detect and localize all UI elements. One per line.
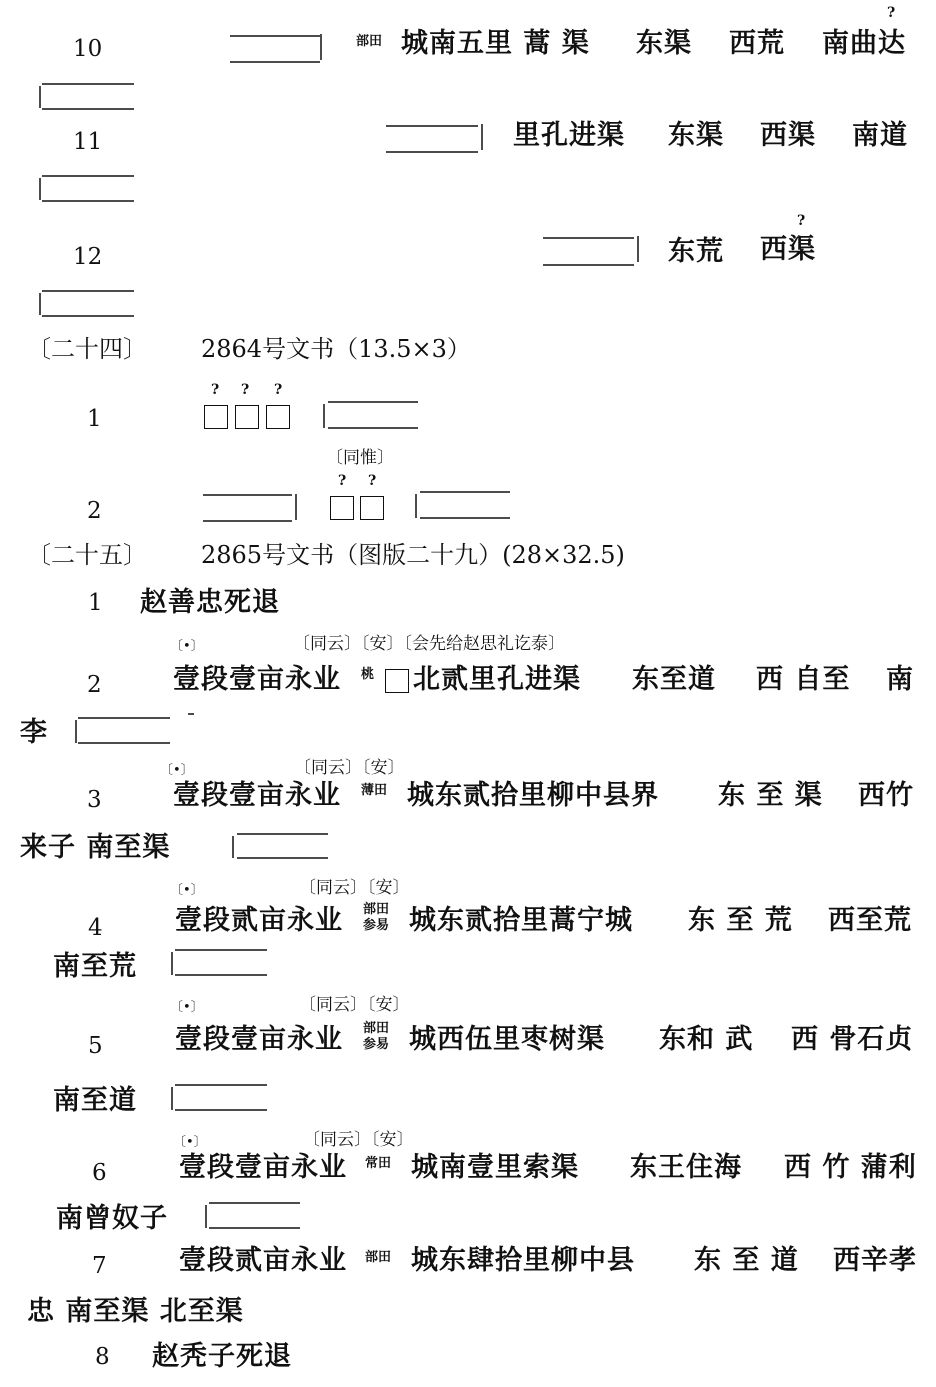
line-location: 城南壹里索渠 xyxy=(411,1152,579,1183)
missing-char-box xyxy=(360,496,384,520)
line-east: 东王住海 xyxy=(630,1152,742,1183)
line-west: 西至荒 xyxy=(828,905,912,936)
line-continuation: 李 xyxy=(20,717,48,748)
annotation: 〔同云〕〔安〕 xyxy=(294,758,405,778)
missing-char-box xyxy=(385,669,409,693)
missing-char-box xyxy=(266,405,290,429)
line-10-west: 西荒 xyxy=(729,28,785,59)
annotation: 〔同云〕〔安〕 xyxy=(299,878,410,898)
line-east: 东和 武 xyxy=(659,1024,754,1055)
line-text: 壹段壹亩永业 xyxy=(179,1152,347,1183)
line-east: 东 至 渠 xyxy=(718,780,823,811)
line-west: 西辛孝 xyxy=(833,1245,917,1276)
line-south: 南 xyxy=(886,664,914,695)
line-east: 东至道 xyxy=(632,664,716,695)
line-number: 2 xyxy=(87,672,102,698)
section-25-title: 2865号文书（图版二十九）(28×32.5) xyxy=(201,541,625,569)
annotation: 〔•〕 xyxy=(170,883,204,898)
missing-char-box xyxy=(204,405,228,429)
field-type-prefix: 常田 xyxy=(365,1156,392,1171)
line-number: 7 xyxy=(92,1253,107,1279)
line-number: 1 xyxy=(87,406,102,432)
uncertain-mark: ? xyxy=(368,473,377,489)
annotation: 〔同云〕〔安〕 xyxy=(299,995,410,1015)
uncertain-mark: ? xyxy=(241,382,250,398)
line-location: 城西伍里枣树渠 xyxy=(409,1024,605,1055)
annotation: 〔•〕 xyxy=(170,1000,204,1015)
line-12-east: 东荒 xyxy=(668,236,724,267)
uncertain-mark: ? xyxy=(274,382,283,398)
section-25-heading: 〔二十五〕 xyxy=(27,541,147,569)
line-number: 6 xyxy=(92,1160,107,1186)
line-text: 壹段贰亩永业 xyxy=(175,905,343,936)
field-type-prefix: 部田 xyxy=(363,1021,390,1036)
line-10-location: 城南五里 蒿 渠 xyxy=(401,28,590,59)
line-number: 4 xyxy=(88,915,103,941)
line-11-location: 里孔进渠 xyxy=(513,120,625,151)
line-12-west: 西渠 xyxy=(760,234,816,265)
field-type-prefix: 参易 xyxy=(363,1037,390,1052)
line-continuation: 南至道 xyxy=(53,1085,137,1116)
field-type-prefix: 部田 xyxy=(363,902,390,917)
uncertain-mark: ? xyxy=(211,382,220,398)
line-west: 西 骨石贞 xyxy=(791,1024,914,1055)
line-location: 城东贰拾里蒿宁城 xyxy=(409,905,633,936)
field-type-prefix: 薄田 xyxy=(361,783,388,798)
annotation: 〔同云〕〔安〕〔会先给赵思礼讫泰〕 xyxy=(293,634,565,654)
uncertain-mark: ? xyxy=(797,213,806,229)
field-type-prefix: 部田 xyxy=(356,34,383,49)
line-11-east: 东渠 xyxy=(668,120,724,151)
line-location: 北贰里孔进渠 xyxy=(413,664,581,695)
line-number: 1 xyxy=(88,590,103,616)
line-east: 东 至 荒 xyxy=(688,905,793,936)
line-text: 赵秃子死退 xyxy=(152,1341,292,1372)
line-text: 壹段贰亩永业 xyxy=(179,1245,347,1276)
line-west: 西 自至 xyxy=(756,664,851,695)
section-24-title: 2864号文书（13.5×3） xyxy=(201,335,471,363)
line-continuation: 忠 南至渠 北至渠 xyxy=(27,1296,244,1327)
line-10-east: 东渠 xyxy=(636,28,692,59)
line-west: 西竹 xyxy=(858,780,914,811)
line-text: 壹段壹亩永业 xyxy=(173,780,341,811)
missing-char-box xyxy=(330,496,354,520)
line-continuation: 南曾奴子 xyxy=(56,1203,168,1234)
line-number-10: 10 xyxy=(73,36,103,62)
line-11-west: 西渠 xyxy=(760,120,816,151)
line-continuation: 来子 南至渠 xyxy=(20,832,171,863)
line-number: 2 xyxy=(87,498,102,524)
uncertain-mark: ? xyxy=(338,473,347,489)
line-10-south: 南曲达 xyxy=(822,28,906,59)
annotation: 〔同云〕〔安〕 xyxy=(303,1130,414,1150)
line-number: 3 xyxy=(87,787,102,813)
line-text: 赵善忠死退 xyxy=(140,587,280,618)
field-type-prefix: 桃 xyxy=(361,667,375,682)
line-11-south: 南道 xyxy=(852,120,908,151)
line-text: 壹段壹亩永业 xyxy=(173,664,341,695)
field-type-prefix: 参易 xyxy=(363,918,390,933)
missing-char-box xyxy=(235,405,259,429)
annotation: 〔•〕 xyxy=(173,1135,207,1150)
line-location: 城东肆拾里柳中县 xyxy=(411,1245,635,1276)
line-text: 壹段壹亩永业 xyxy=(175,1024,343,1055)
uncertain-mark: ? xyxy=(887,5,896,21)
annotation: 〔•〕 xyxy=(170,639,204,654)
line-west: 西 竹 蒲利 xyxy=(784,1152,917,1183)
annotation: 〔•〕 xyxy=(160,763,194,778)
line-number: 5 xyxy=(88,1033,103,1059)
line-location: 城东贰拾里柳中县界 xyxy=(407,780,659,811)
section-24-heading: 〔二十四〕 xyxy=(27,335,147,363)
line-east: 东 至 道 xyxy=(694,1245,799,1276)
annotation: 〔同惟〕 xyxy=(326,448,394,468)
line-number-12: 12 xyxy=(73,244,103,270)
line-number: 8 xyxy=(95,1344,110,1370)
line-continuation: 南至荒 xyxy=(53,951,137,982)
line-number-11: 11 xyxy=(73,129,103,155)
field-type-prefix: 部田 xyxy=(365,1250,392,1265)
